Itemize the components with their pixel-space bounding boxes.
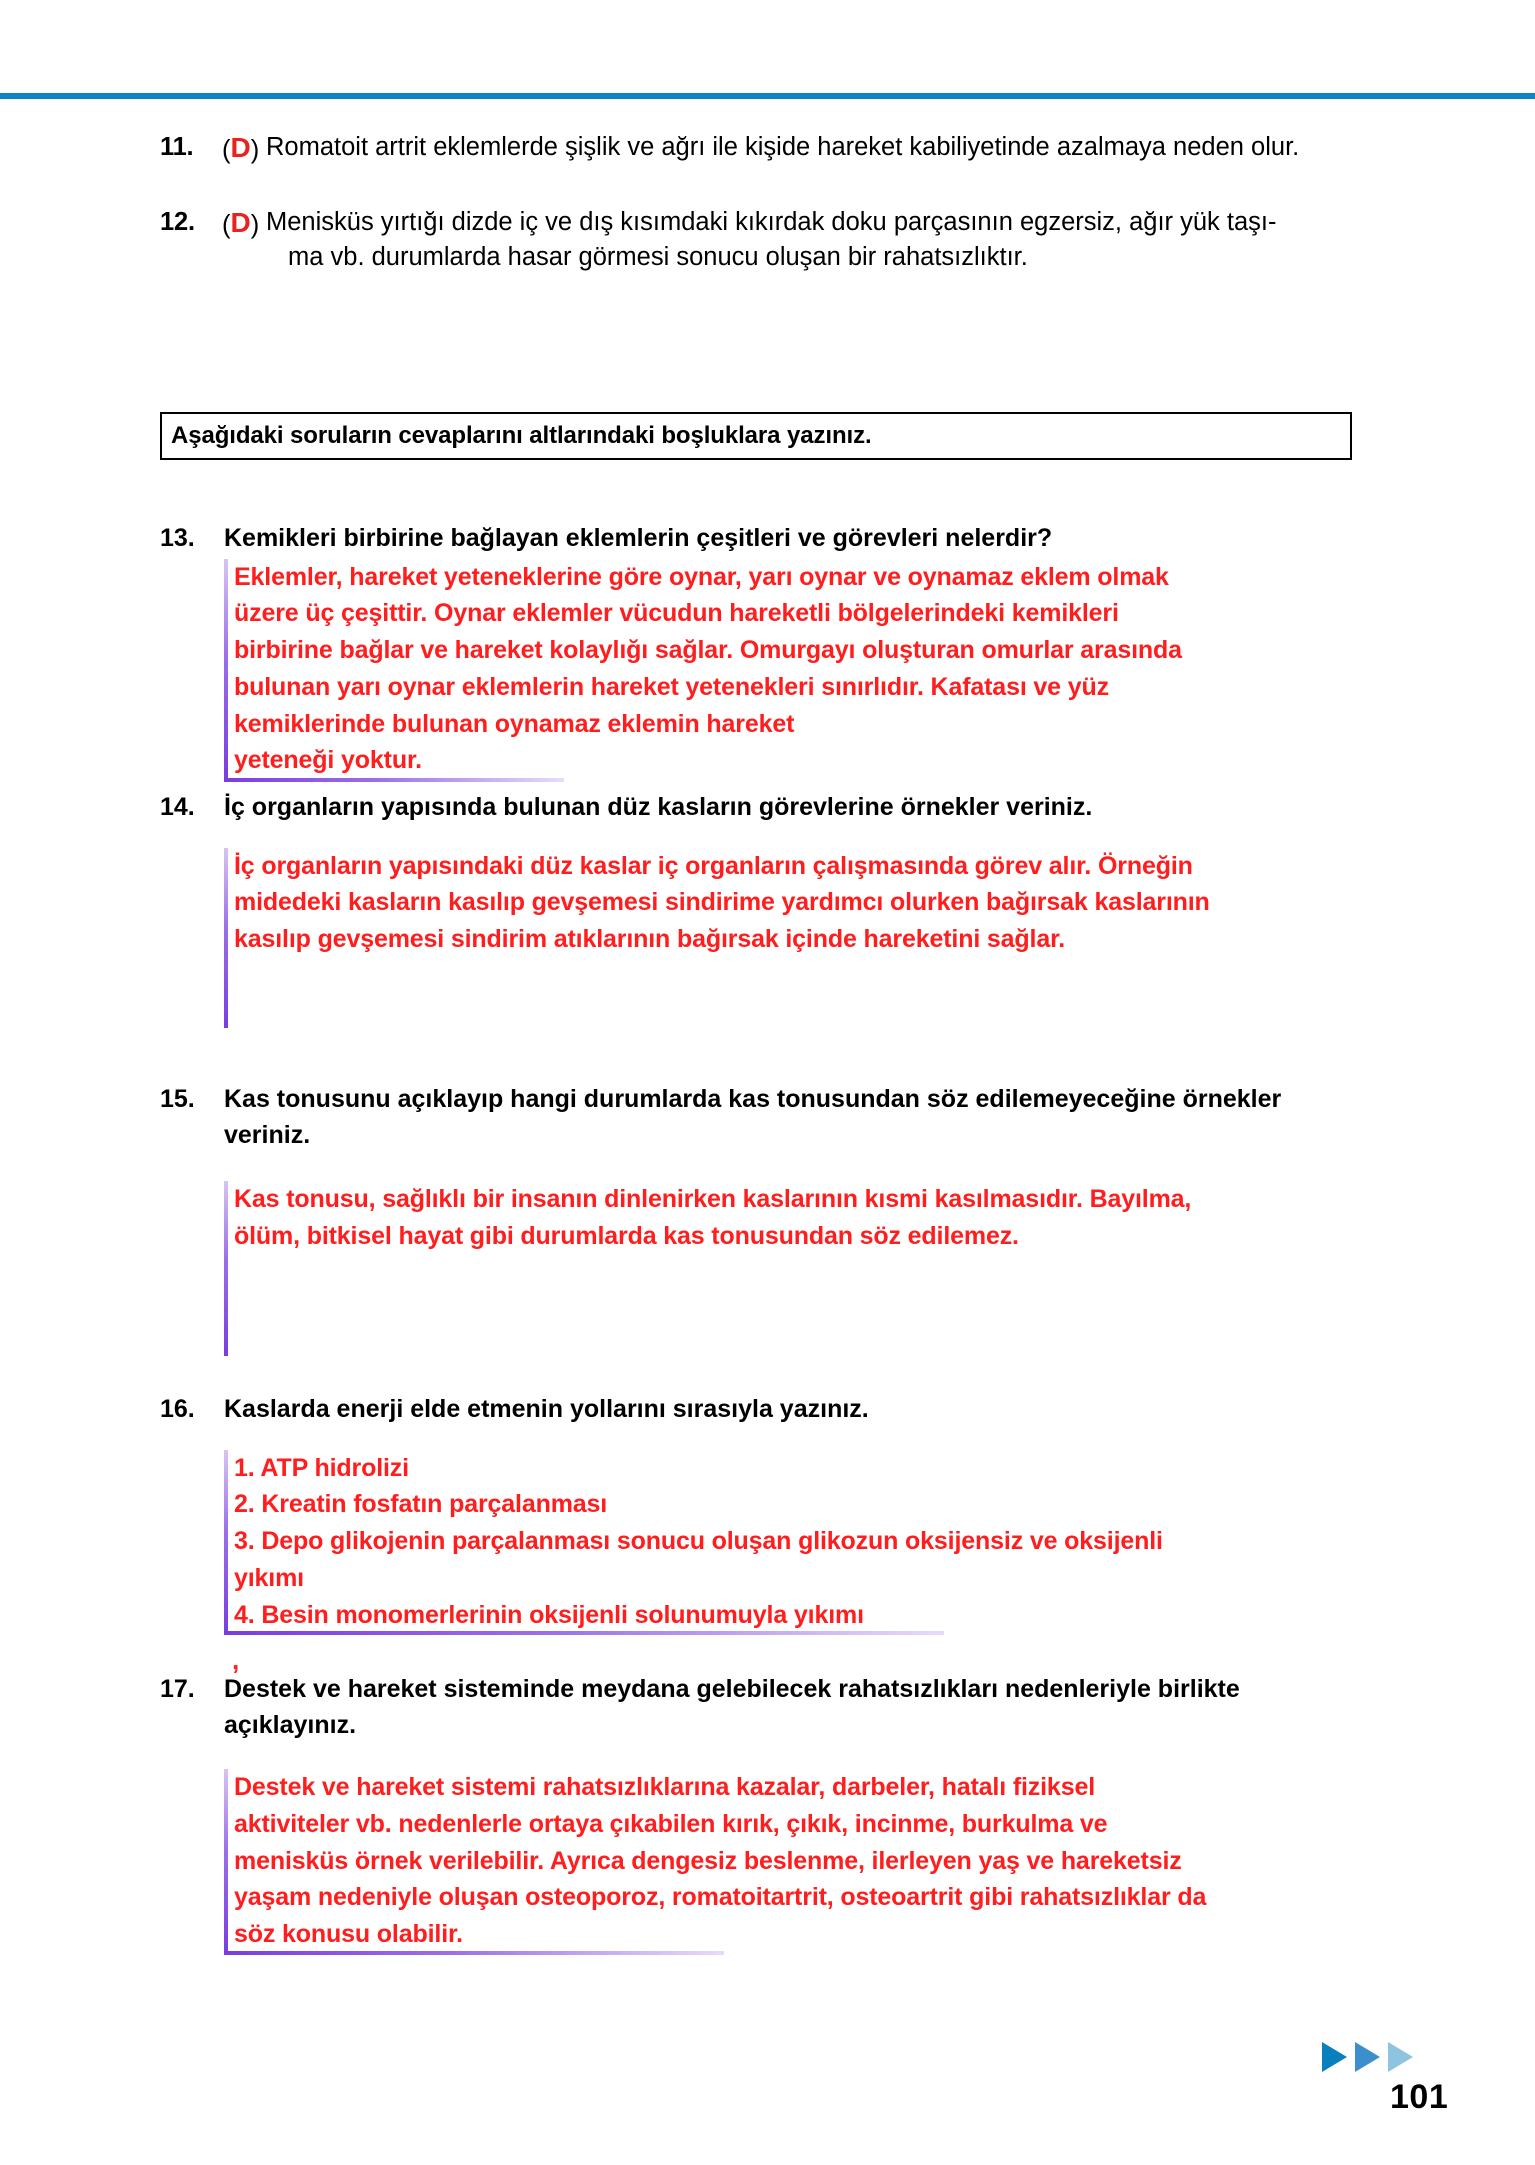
statement-text — [262, 205, 1410, 275]
question-heading — [160, 521, 1410, 557]
answer-line: bulunan yarı oynar eklemlerin hareket yetenekleri sınırlıdır. Kafatası ve yüz — [234, 672, 1109, 701]
answer-line: kemiklerinde bulunan oynamaz eklemin hareket — [234, 709, 795, 738]
question-heading — [160, 1672, 1410, 1743]
answer-underline — [224, 1951, 724, 1955]
answer-area[interactable] — [224, 1450, 1410, 1634]
question-block-17 — [160, 1672, 1410, 1953]
play-arrow-icon — [1322, 2042, 1347, 2072]
answer-left-rule — [224, 848, 228, 1028]
question-block-16 — [160, 1392, 1410, 1633]
answer-line: 4. Besin monomerlerinin oksijenli solunumuyla yıkımı — [234, 1600, 864, 1629]
truefalse-item-12 — [160, 205, 1410, 275]
answer-area[interactable] — [224, 1769, 1410, 1953]
answer-line: söz konusu olabilir. — [234, 1920, 463, 1948]
question-number: 15. — [160, 1085, 195, 1113]
answer-line: midedeki kasların kasılıp gevşemesi sindirime yardımcı olurken bağırsak kaslarının — [234, 888, 1210, 917]
answer-underline — [224, 1631, 944, 1635]
question-number: 16. — [160, 1395, 195, 1423]
question-number: 13. — [160, 524, 195, 552]
answer-line: yeteneği yoktur. — [234, 746, 422, 775]
answer-line: birbirine bağlar ve hareket kolaylığı sağlar. Omurgayı oluşturan omurlar arasında — [234, 636, 1182, 664]
answer-mark: D — [230, 206, 251, 238]
answer-line: Destek ve hareket sistemi rahatsızlıklarına kazalar, darbeler, hatalı fiziksel — [234, 1773, 1095, 1801]
answer-line: aktiviteler vb. nedenlerle ortaya çıkabilen kırık, çıkık, incinme, burkulma ve — [234, 1809, 1108, 1838]
footer-arrow-group — [1322, 2042, 1413, 2072]
answer-line: 1. ATP hidrolizi — [234, 1453, 409, 1482]
question-prompt-line: veriniz. — [224, 1120, 311, 1149]
left-paren: ( — [222, 210, 231, 239]
answer-area[interactable] — [224, 848, 1410, 1028]
question-number: 11. — [160, 133, 194, 161]
question-prompt — [224, 1082, 1410, 1153]
question-prompt: Kaslarda enerji elde etmenin yollarını sırasıyla yazınız. — [224, 1395, 869, 1423]
answer-underline — [224, 778, 564, 782]
answer-line: Eklemler, hareket yeteneklerine göre oynar, yarı oynar ve oynamaz eklem olmak — [234, 562, 1169, 591]
question-prompt: İç organların yapısında bulunan düz kasların görevlerine örnekler veriniz. — [224, 793, 1093, 821]
truefalse-item-11 — [160, 130, 1410, 169]
question-prompt: Kemikleri birbirine bağlayan eklemlerin çeşitleri ve görevleri nelerdir? — [224, 524, 1053, 552]
truefalse-section — [160, 130, 1410, 311]
answer-line: üzere üç çeşittir. Oynar eklemler vücudun hareketli bölgelerindeki kemikleri — [234, 599, 1119, 628]
statement-line: Menisküs yırtığı dizde iç ve dış kısımdaki kıkırdak doku parçasının egzersiz, ağır yük taşı- — [266, 207, 1277, 236]
question-block-13 — [160, 521, 1410, 779]
answer-area[interactable] — [224, 1181, 1410, 1356]
question-prompt — [224, 1672, 1410, 1743]
question-prompt-line: açıklayınız. — [224, 1710, 357, 1739]
answer-line: ölüm, bitkisel hayat gibi durumlarda kas tonusundan söz edilemez. — [234, 1221, 1019, 1250]
answer-bracket — [222, 130, 262, 169]
answer-bracket — [222, 205, 262, 244]
question-block-14 — [160, 790, 1410, 1028]
question-heading — [160, 1392, 1410, 1428]
answer-line: kasılıp gevşemesi sindirim atıklarının bağırsak içinde hareketini sağlar. — [234, 925, 1066, 953]
answer-line: yaşam nedeniyle oluşan osteoporoz, romatoitartrit, osteoartrit gibi rahatsızlıklar da — [234, 1883, 1207, 1912]
question-number: 14. — [160, 793, 195, 821]
answer-line: Kas tonusu, sağlıklı bir insanın dinlenirken kaslarının kısmi kasılmasıdır. Bayılma, — [234, 1185, 1192, 1213]
question-block-15 — [160, 1082, 1410, 1356]
question-heading — [160, 790, 1410, 826]
page-number: 101 — [1390, 2078, 1449, 2116]
instruction-text: Aşağıdaki soruların cevaplarını altlarındaki boşluklara yazınız. — [171, 422, 872, 449]
play-arrow-icon — [1388, 2042, 1413, 2072]
answer-left-rule — [224, 1450, 228, 1634]
statement-line: ma vb. durumlarda hasar görmesi sonucu oluşan bir rahatsızlıktır. — [288, 242, 1028, 271]
left-paren: ( — [222, 136, 231, 164]
answer-line: İç organların yapısındaki düz kaslar iç organların çalışmasında görev alır. Örneğin — [234, 851, 1193, 880]
instruction-box — [160, 412, 1352, 460]
answer-line: menisküs örnek verilebilir. Ayrıca dengesiz beslenme, ilerleyen yaş ve hareketsiz — [234, 1846, 1182, 1875]
answer-line: 2. Kreatin fosfatın parçalanması — [234, 1490, 608, 1519]
answer-line: yıkımı — [234, 1563, 304, 1592]
statement-text — [262, 130, 1410, 165]
answer-area[interactable] — [224, 559, 1410, 780]
right-paren: ) — [250, 136, 260, 164]
question-prompt-line: Kas tonusunu açıklayıp hangi durumlarda kas tonusundan söz edilemeyeceğine örnekler — [224, 1085, 1282, 1113]
answer-left-rule — [224, 1181, 228, 1356]
header-rule — [0, 93, 1535, 99]
answer-line: 3. Depo glikojenin parçalanması sonucu oluşan glikozun oksijensiz ve oksijenli — [234, 1527, 1163, 1555]
question-number: 12. — [160, 207, 195, 236]
statement-line: Romatoit artrit eklemlerde şişlik ve ağrı ile kişide hareket kabiliyetinde azalmaya neden olur. — [266, 133, 1300, 161]
answer-mark: D — [230, 132, 251, 163]
stray-comma-mark: , — [232, 1645, 240, 1675]
answer-left-rule — [224, 1769, 228, 1953]
question-number: 17. — [160, 1675, 195, 1703]
question-heading — [160, 1082, 1410, 1153]
answer-left-rule — [224, 559, 228, 780]
question-prompt-line: Destek ve hareket sisteminde meydana gelebilecek rahatsızlıkları nedenleriyle birlikte — [224, 1675, 1240, 1703]
play-arrow-icon — [1355, 2042, 1380, 2072]
right-paren: ) — [250, 210, 260, 239]
